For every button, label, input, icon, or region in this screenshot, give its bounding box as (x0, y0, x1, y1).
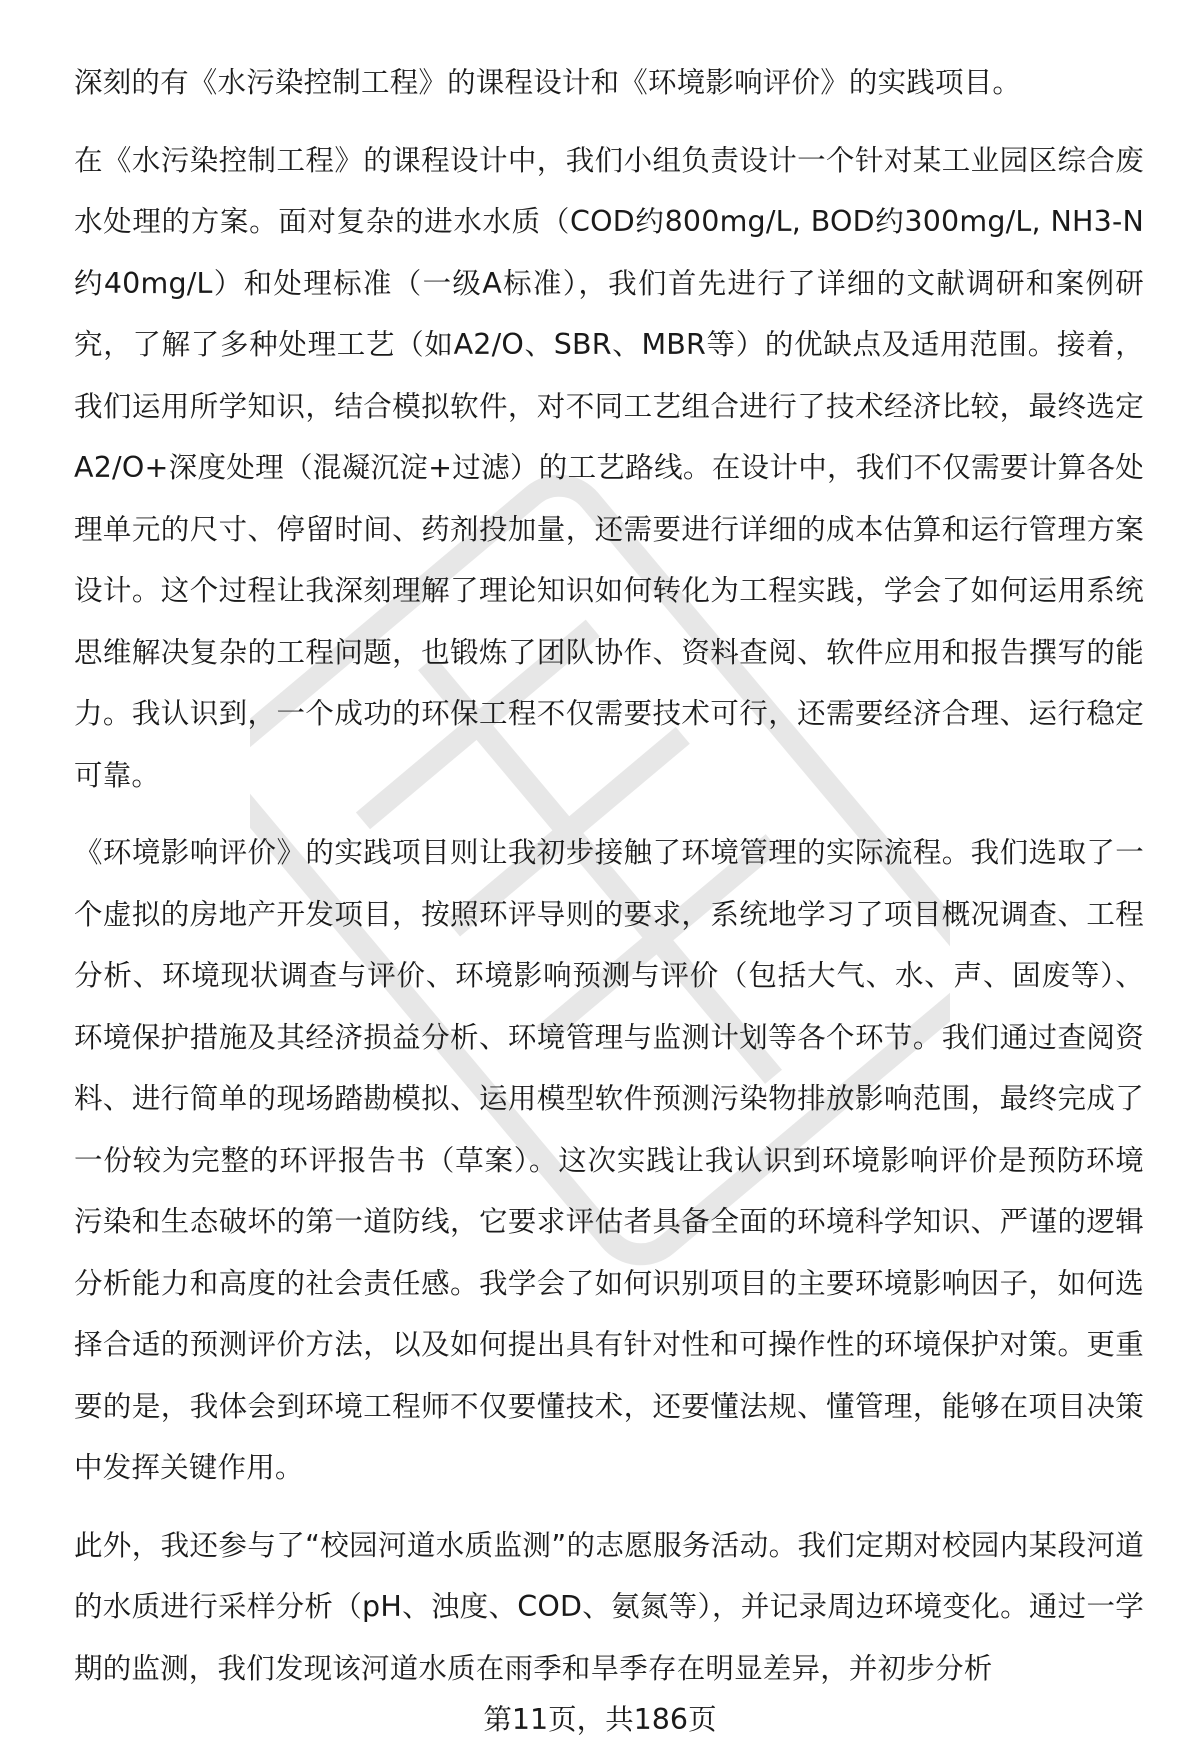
paragraph-river-monitoring: 此外，我还参与了“校园河道水质监测”的志愿服务活动。我们定期对校园内某段河道的水质进行采样分析（pH、浊度、COD、氨氮等），并记录周边环境变化。通过一学期的监测，我们发现该河道水质在雨季和旱季存在明显差异，并初步分析 (74, 1528, 1144, 1685)
paragraph-water-pollution-design: 在《水污染控制工程》的课程设计中，我们小组负责设计一个针对某工业园区综合废水处理的方案。面对复杂的进水水质（COD约800mg/L, BOD约300mg/L, NH3-N约40mg/L）和处理标准（一级A标准），我们首先进行了详细的文献调研和案例研究，了解了多种处理工艺（如A2/O、SBR、MBR等）的优缺点及适用范围。接着，我们运用所学知识，结合模拟软件，对不同工艺组合进行了技术经济比较，最终选定A2/O+深度处理（混凝沉淀+过滤）的工艺路线。在设计中，我们不仅需要计算各处理单元的尺寸、停留时间、药剂投加量，还需要进行详细的成本估算和运行管理方案设计。这个过程让我深刻理解了理论知识如何转化为工程实践，学会了如何运用系统思维解决复杂的工程问题，也锻炼了团队协作、资料查阅、软件应用和报告撰写的能力。我认识到，一个成功的环保工程不仅需要技术可行，还需要经济合理、运行稳定可靠。 (74, 143, 1144, 792)
page-number: 第11页，共186页 (483, 1703, 717, 1736)
paragraph-eia-project: 《环境影响评价》的实践项目则让我初步接触了环境管理的实际流程。我们选取了一个虚拟的房地产开发项目，按照环评导则的要求，系统地学习了项目概况调查、工程分析、环境现状调查与评价、环境影响预测与评价（包括大气、水、声、固废等）、环境保护措施及其经济损益分析、环境管理与监测计划等各个环节。我们通过查阅资料、进行简单的现场踏勘模拟、运用模型软件预测污染物排放影响范围，最终完成了一份较为完整的环评报告书（草案）。这次实践让我认识到环境影响评价是预防环境污染和生态破坏的第一道防线，它要求评估者具备全面的环境科学知识、严谨的逻辑分析能力和高度的社会责任感。我学会了如何识别项目的主要环境影响因子，如何选择合适的预测评价方法，以及如何提出具有针对性和可操作性的环境保护对策。更重要的是，我体会到环境工程师不仅要懂技术，还要懂法规、懂管理，能够在项目决策中发挥关键作用。 (74, 836, 1144, 1484)
body-text (74, 52, 1144, 1715)
paragraph-intro-continuation: 深刻的有《水污染控制工程》的课程设计和《环境影响评价》的实践项目。 (74, 66, 1022, 99)
